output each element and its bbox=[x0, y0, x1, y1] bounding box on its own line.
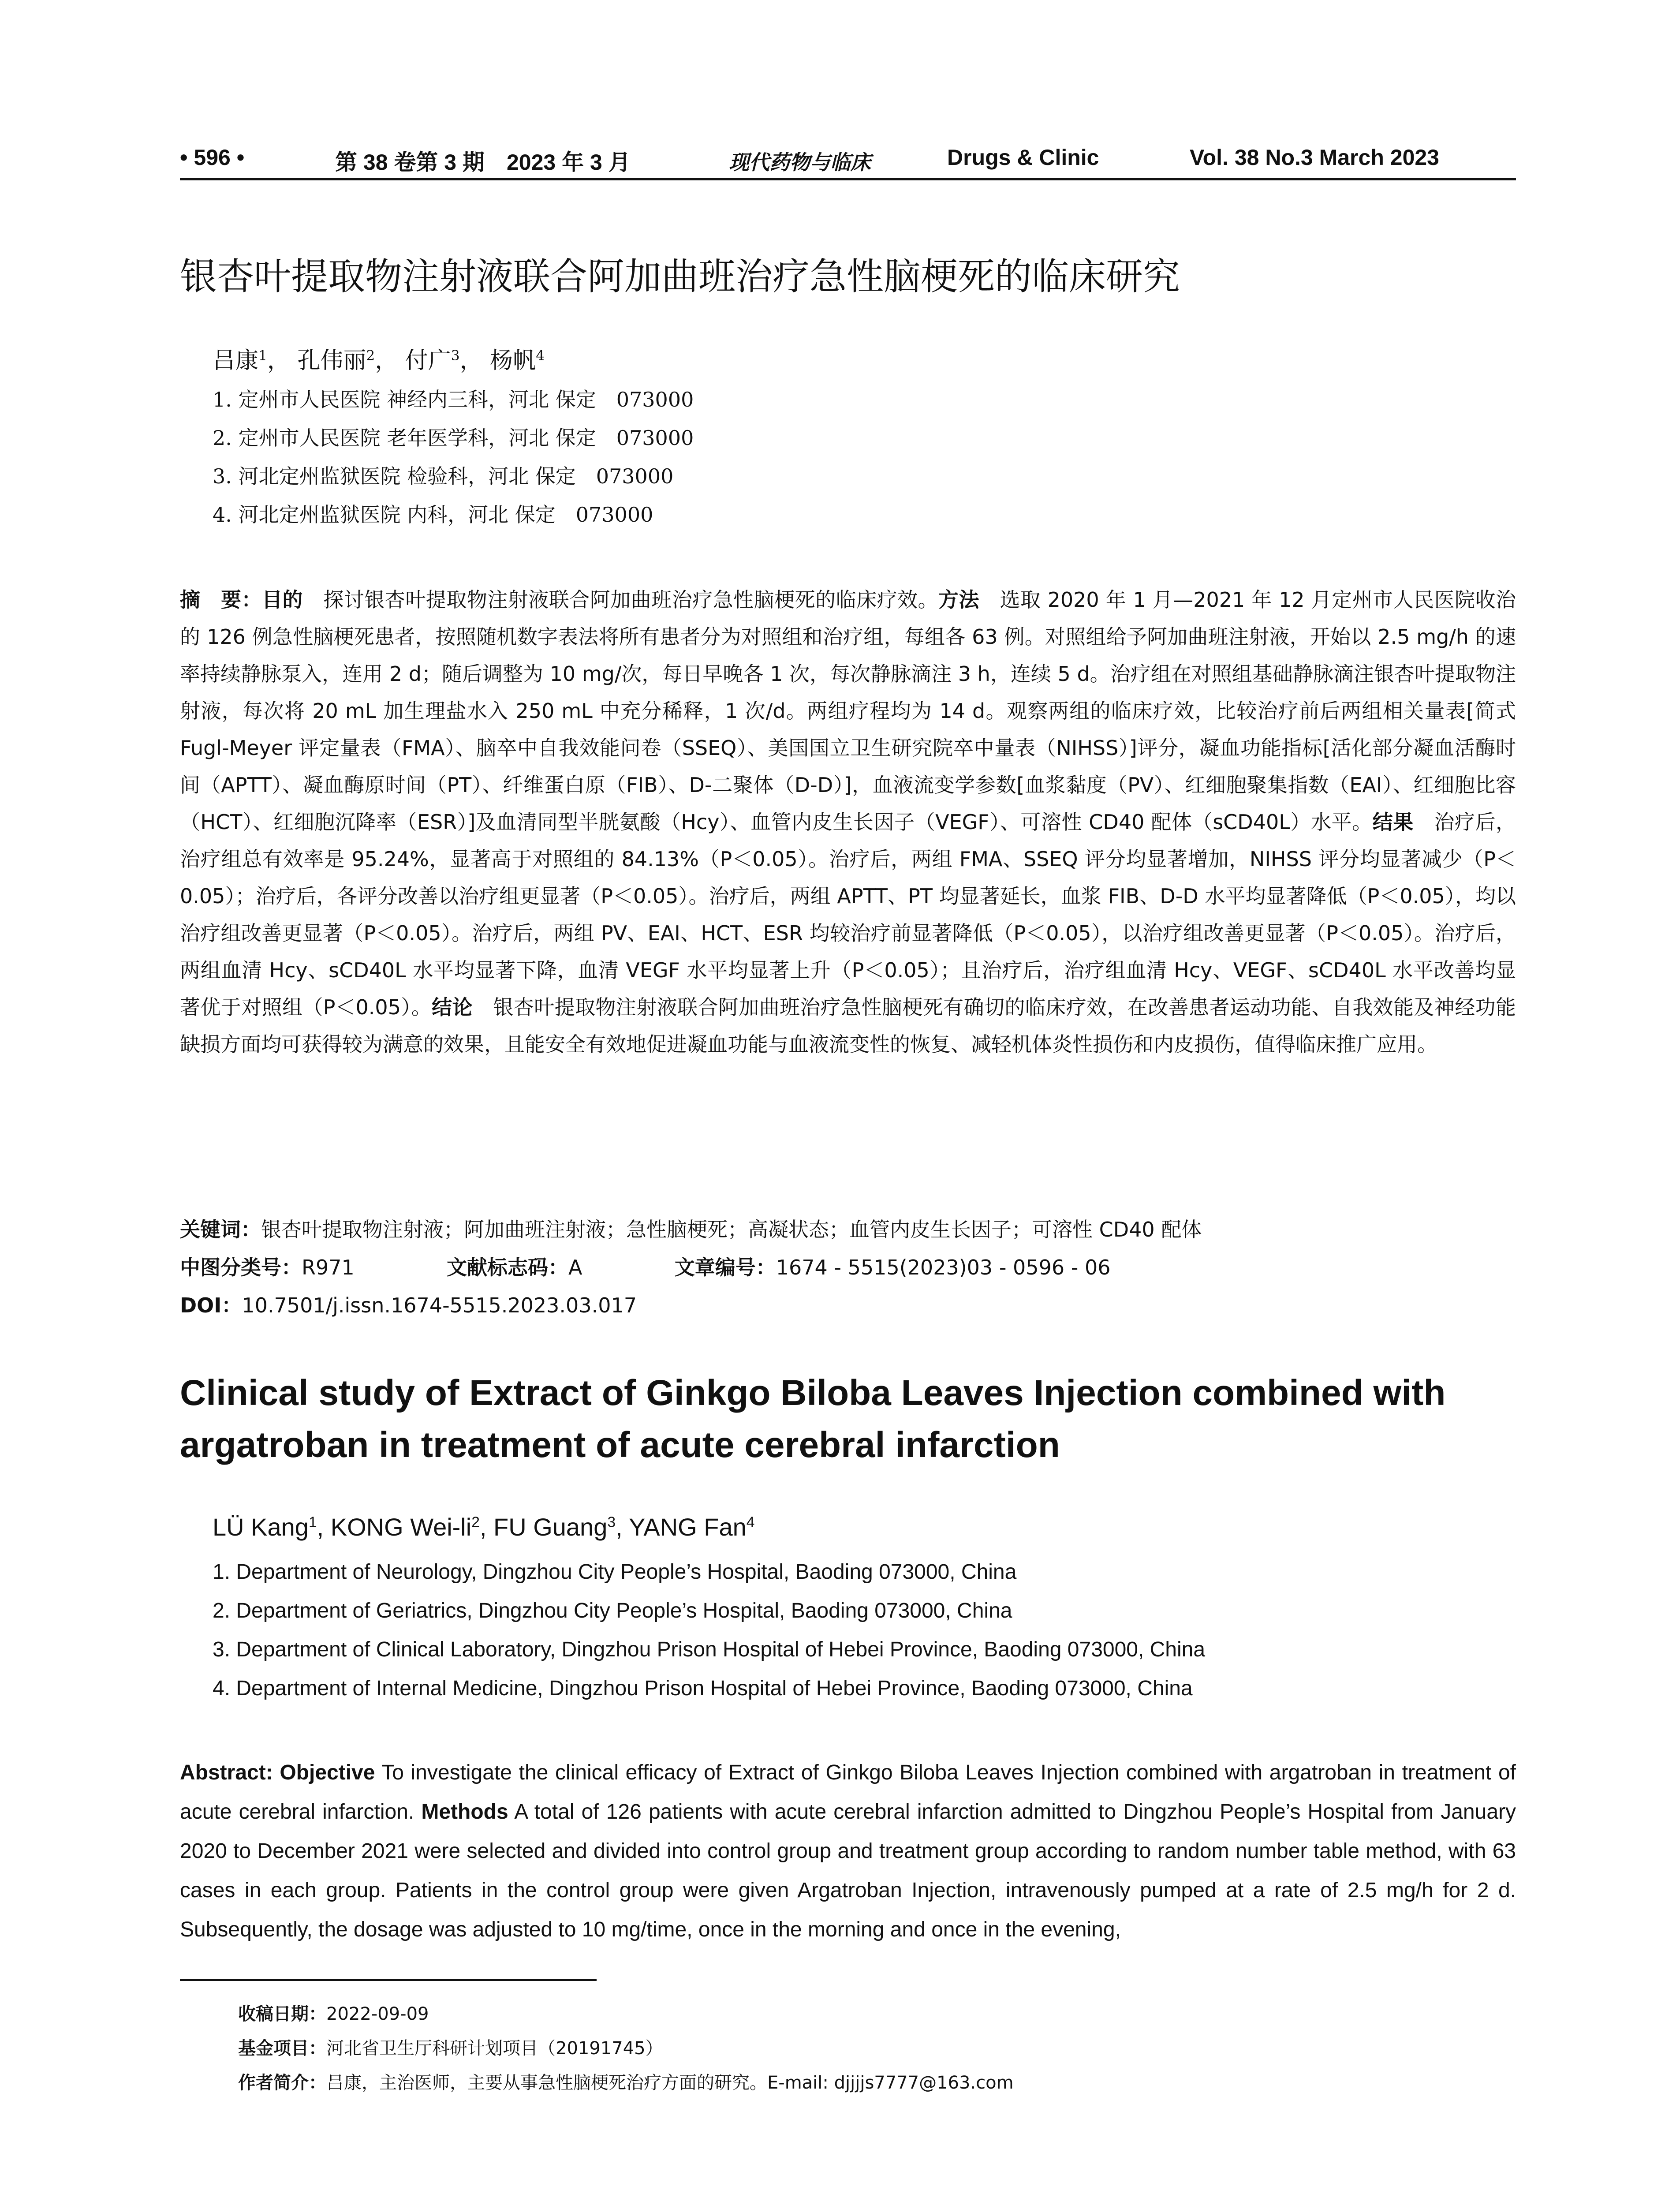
author-list-cn: 吕康$^1$， 孔伟丽$^2$， 付广$^3$， 杨帆$^4$ bbox=[213, 348, 545, 374]
conclusion-text: 银杏叶提取物注射液联合阿加曲班治疗急性脑梗死有确切的临床疗效，在改善患者运动功能、自我效能及神经功能缺损方面均可获得较为满意的效果，且能安全有效地促进凝血功能与血液流变性的恢复、减轻机体炎性损伤和内皮损伤，值得临床推广应用。 bbox=[180, 995, 1516, 1056]
author-name: 付广 bbox=[405, 348, 451, 374]
author-name: FU Guang bbox=[493, 1513, 608, 1541]
abstract-en bbox=[180, 1753, 1516, 1949]
author-affil-sup: 1 bbox=[258, 348, 267, 364]
abstract-label: 摘 要： bbox=[180, 588, 262, 612]
author-affil-sup: 3 bbox=[607, 1514, 616, 1531]
author-affil-sup: 2 bbox=[366, 348, 375, 364]
footnote-rule bbox=[180, 1979, 597, 1981]
doc-code-value: A bbox=[568, 1256, 582, 1279]
doi-value[interactable]: 10.7501/j.issn.1674-5515.2023.03.017 bbox=[242, 1293, 637, 1317]
article-title-en: Clinical study of Extract of Ginkgo Biloba Leaves Injection combined with argatroban in treatment of acute cerebral infarction bbox=[180, 1373, 1446, 1465]
author-affil-sup: 4 bbox=[536, 348, 545, 364]
keywords-cn bbox=[180, 1214, 1202, 1243]
volume-issue-cn: 第 38 卷第 3 期 2023 年 3 月 bbox=[335, 150, 631, 175]
article-title-cn: 银杏叶提取物注射液联合阿加曲班治疗急性脑梗死的临床研究 bbox=[180, 255, 1180, 298]
affiliation-cn-2: 2. 定州市人民医院 老年医学科，河北 保定 073000 bbox=[213, 426, 694, 450]
affiliation-en-2: 2. Department of Geriatrics, Dingzhou City People’s Hospital, Baoding 073000, China bbox=[213, 1599, 1012, 1622]
doi-label: DOI： bbox=[180, 1293, 242, 1317]
methods-text-en: A total of 126 patients with acute cerebral infarction admitted to Dingzhou People’s Hospital from January 2020 to December 2021 were selected and divided into control group and treatment group according to random number table method, with 63 cases in each group. Patients in the control group were given Argatroban Injection, intravenously pumped at a rate of 2.5 mg/h for 2 d. Subsequently, the dosage was adjusted to 10 mg/time, once in the morning and once in the evening, bbox=[180, 1800, 1516, 1941]
affiliation-en-3: 3. Department of Clinical Laboratory, Dingzhou Prison Hospital of Hebei Province, Baoding 073000, China bbox=[213, 1638, 1206, 1661]
author-affil-sup: 2 bbox=[471, 1514, 480, 1531]
results-label: 结果 bbox=[1372, 810, 1414, 834]
running-header bbox=[180, 140, 1516, 178]
affiliation-cn-4: 4. 河北定州监狱医院 内科，河北 保定 073000 bbox=[213, 503, 653, 527]
footnote-label: 作者简介： bbox=[238, 2073, 326, 2093]
methods-text: 选取 2020 年 1 月—2021 年 12 月定州市人民医院收治的 126 例急性脑梗死患者，按照随机数字表法将所有患者分为对照组和治疗组，每组各 63 例。对照组给予阿加曲班注射液，开始以 2.5 mg/h 的速率持续静脉泵入，连用 2 d；随后调整为 10 mg/次，每日早晚各 1 次，每次静脉滴注 3 h，连续 5 d。治疗组在对照组基础静脉滴注银杏叶提取物注射液，每次将 20 mL 加生理盐水入 250 mL 中充分稀释，1 次/d。两组疗程均为 14 d。观察两组的临床疗效，比较治疗前后两组相关量表[简式 Fugl-Meyer 评定量表（FMA）、脑卒中自我效能问卷（SSEQ）、美国国立卫生研究院卒中量表（NIHSS）]评分，凝血功能指标[活化部分凝血活酶时间（APTT）、凝血酶原时间（PT）、纤维蛋白原（FIB）、D-二聚体（D-D）]，血液流变学参数[血浆黏度（PV）、红细胞聚集指数（EAI）、红细胞比容（HCT）、红细胞沉降率（ESR）]及血清同型半胱氨酸（Hcy）、血管内皮生长因子（VEGF）、可溶性 CD40 配体（sCD40L）水平。 bbox=[180, 588, 1516, 834]
footnote-label: 收稿日期： bbox=[238, 2004, 326, 2024]
volume-issue-en: Vol. 38 No.3 March 2023 bbox=[1190, 145, 1439, 170]
footnote-label: 基金项目： bbox=[238, 2038, 326, 2059]
clc-label: 中图分类号： bbox=[180, 1256, 302, 1279]
author-affil-sup: 1 bbox=[308, 1514, 317, 1531]
author-name: 孔伟丽 bbox=[297, 348, 366, 374]
clc-value: R971 bbox=[302, 1256, 355, 1279]
author-name: 杨帆 bbox=[490, 348, 536, 374]
journal-name-cn: 现代药物与临床 bbox=[729, 150, 871, 174]
footnote-author-bio bbox=[238, 2069, 1014, 2094]
affiliation-cn-1: 1. 定州市人民医院 神经内三科，河北 保定 073000 bbox=[213, 388, 694, 411]
keywords-label: 关键词： bbox=[180, 1218, 261, 1241]
author-affil-sup: 4 bbox=[746, 1514, 755, 1531]
keywords-text: 银杏叶提取物注射液；阿加曲班注射液；急性脑梗死；高凝状态；血管内皮生长因子；可溶性 CD40 配体 bbox=[261, 1218, 1202, 1241]
footnote-text: 吕康，主治医师，主要从事急性脑梗死治疗方面的研究。E-mail: djjjjs7777@163.com bbox=[326, 2073, 1014, 2093]
footnote-text: 2022-09-09 bbox=[326, 2004, 429, 2024]
footnote-text: 河北省卫生厅科研计划项目（20191745） bbox=[326, 2038, 663, 2059]
affiliation-en-1: 1. Department of Neurology, Dingzhou City People’s Hospital, Baoding 073000, China bbox=[213, 1560, 1017, 1584]
journal-name-en: Drugs & Clinic bbox=[947, 145, 1099, 170]
abstract-cn bbox=[180, 581, 1516, 1063]
author-name: YANG Fan bbox=[629, 1513, 747, 1541]
header-rule bbox=[180, 178, 1516, 180]
article-number-value: 1674 - 5515(2023)03 - 0596 - 06 bbox=[776, 1256, 1111, 1279]
conclusion-label: 结论 bbox=[432, 995, 473, 1019]
affiliation-en-4: 4. Department of Internal Medicine, Dingzhou Prison Hospital of Hebei Province, Baoding 073000, China bbox=[213, 1677, 1193, 1700]
methods-label-en: Methods bbox=[421, 1800, 508, 1824]
abstract-objective-label: Abstract: Objective bbox=[180, 1761, 375, 1784]
article-number-label: 文章编号： bbox=[674, 1256, 776, 1279]
footnote-received bbox=[238, 2000, 429, 2025]
objective-text-en: To investigate the clinical efficacy of Extract of Ginkgo Biloba Leaves Injection combined with argatroban in treatment of acute cerebral infarction. bbox=[180, 1761, 1516, 1824]
objective-text: 探讨银杏叶提取物注射液联合阿加曲班治疗急性脑梗死的临床疗效。 bbox=[302, 588, 939, 612]
classification-line bbox=[180, 1252, 1111, 1281]
footnote-fund bbox=[238, 2034, 663, 2059]
author-affil-sup: 3 bbox=[451, 348, 460, 364]
author-name: LÜ Kang bbox=[213, 1513, 309, 1541]
author-name: 吕康 bbox=[213, 348, 259, 374]
author-list-en: LÜ Kang$^1$, KONG Wei-$li^2$, FU Guang$^3$, YANG Fan$^4$ bbox=[213, 1513, 755, 1541]
doc-code-label: 文献标志码： bbox=[447, 1256, 569, 1279]
methods-label: 方法 bbox=[938, 588, 980, 612]
page-number: • 596 • bbox=[180, 145, 245, 170]
affiliation-cn-3: 3. 河北定州监狱医院 检验科，河北 保定 073000 bbox=[213, 464, 674, 488]
results-text: 治疗后，治疗组总有效率是 95.24%，显著高于对照组的 84.13%（P＜0.05）。治疗后，两组 FMA、SSEQ 评分均显著增加，NIHSS 评分均显著减少（P＜0.05）；治疗后，各评分改善以治疗组更显著（P＜0.05）。治疗后，两组 APTT、PT 均显著延长，血浆 FIB、D-D 水平均显著降低（P＜0.05），均以治疗组改善更显著（P＜0.05）。治疗后，两组 PV、EAI、HCT、ESR 均较治疗前显著降低（P＜0.05），以治疗组改善更显著（P＜0.05）。治疗后，两组血清 Hcy、sCD40L 水平均显著下降，血清 VEGF 水平均显著上升（P＜0.05）；且治疗后，治疗组血清 Hcy、VEGF、sCD40L 水平改善均显著优于对照组（P＜0.05）。 bbox=[180, 810, 1516, 1019]
doi-line bbox=[180, 1289, 637, 1319]
objective-label: 目的 bbox=[261, 588, 303, 612]
author-name: KONG Wei-li bbox=[330, 1513, 472, 1541]
